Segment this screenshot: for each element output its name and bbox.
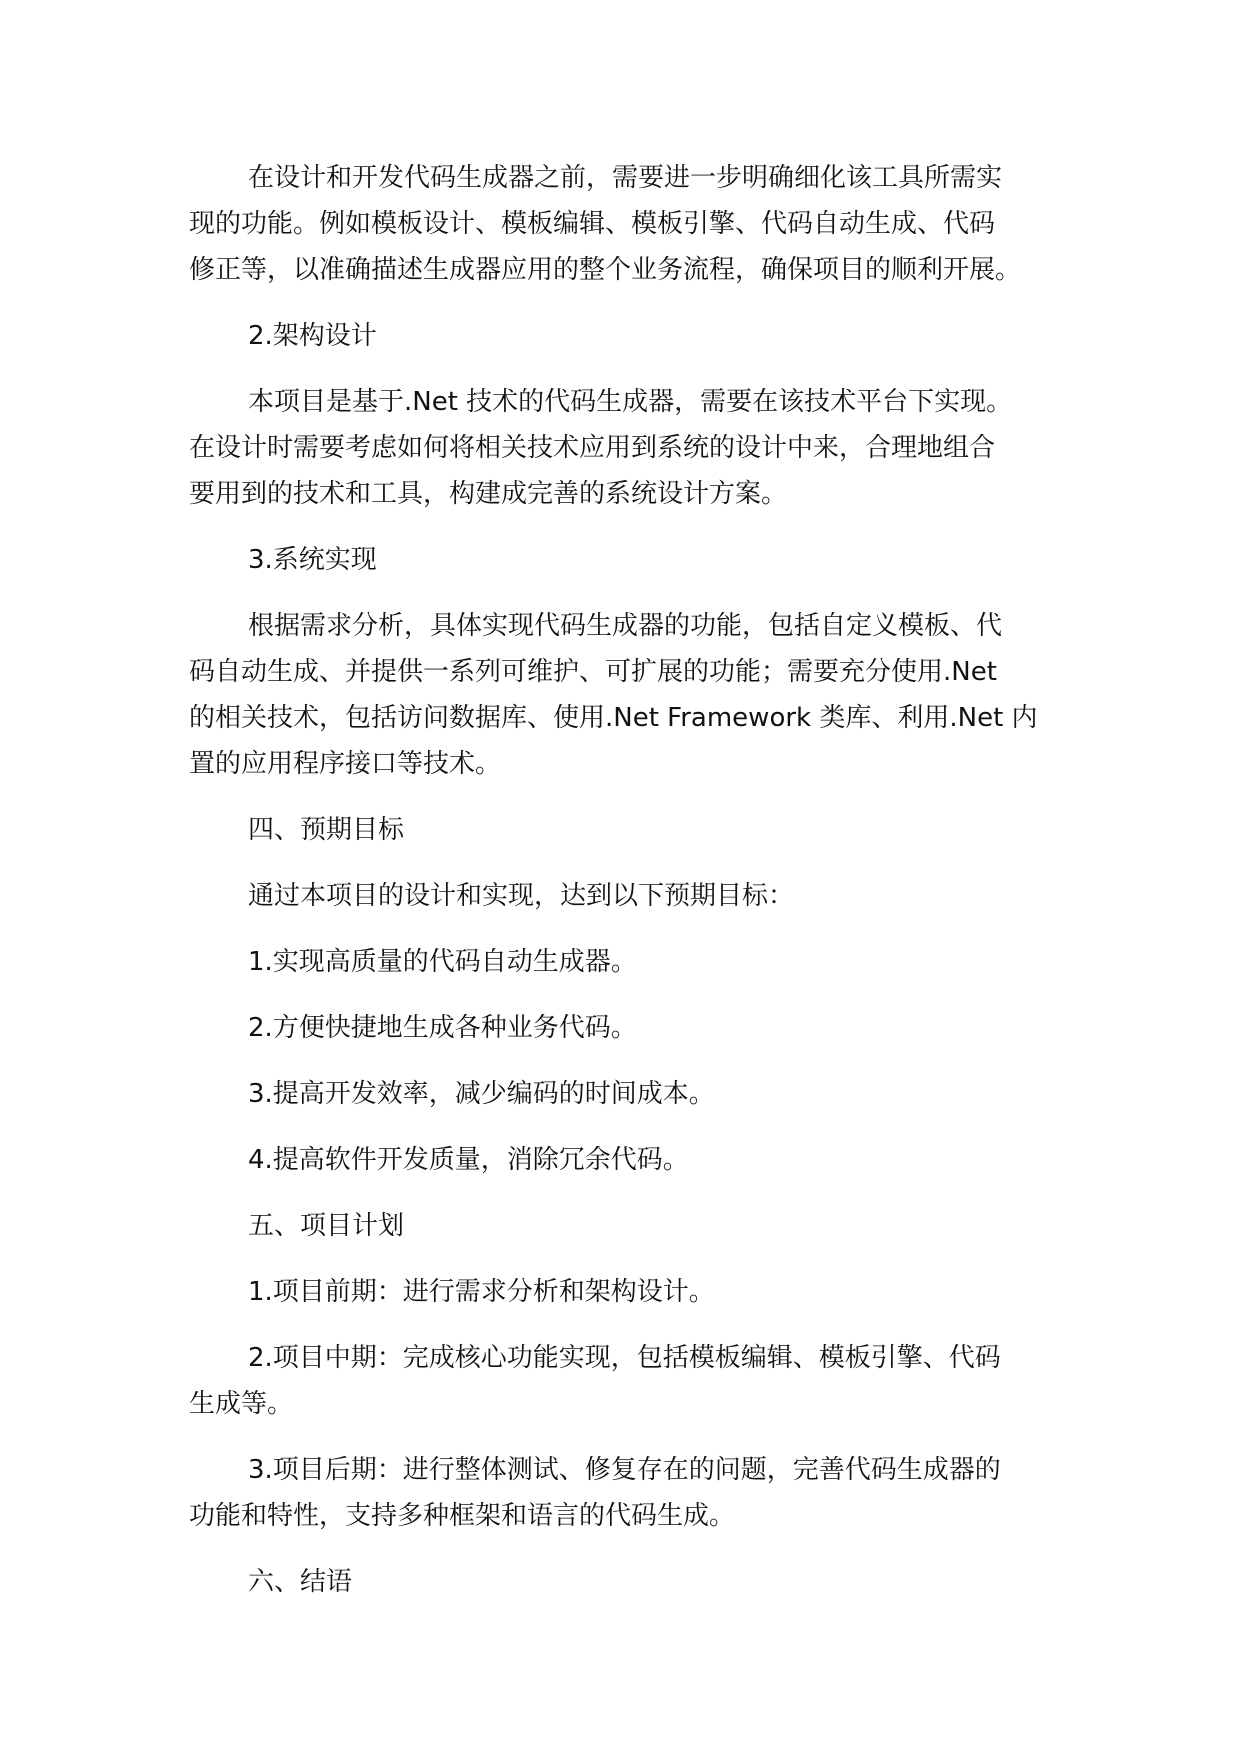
text-line: 要用到的技术和工具，构建成完善的系统设计方案。 bbox=[189, 479, 788, 509]
text-line: 的相关技术，包括访问数据库、使用.Net Framework 类库、利用.Net 内 bbox=[189, 703, 1038, 733]
text-line: 本项目是基于.Net 技术的代码生成器，需要在该技术平台下实现。 bbox=[248, 387, 1013, 417]
heading-implementation bbox=[189, 537, 1079, 583]
heading-conclusion bbox=[189, 1559, 1079, 1605]
plan-item-3 bbox=[189, 1447, 1079, 1539]
text-line: 码自动生成、并提供一系列可维护、可扩展的功能；需要充分使用.Net bbox=[189, 657, 997, 687]
text-line: 功能和特性，支持多种框架和语言的代码生成。 bbox=[189, 1501, 736, 1531]
text-line: 3.提高开发效率，减少编码的时间成本。 bbox=[248, 1079, 715, 1109]
text-line: 2.项目中期：完成核心功能实现，包括模板编辑、模板引擎、代码 bbox=[248, 1343, 1001, 1373]
document-body bbox=[189, 155, 1079, 1605]
plan-item-1 bbox=[189, 1269, 1079, 1315]
goal-item-2 bbox=[189, 1005, 1079, 1051]
text-line: 在设计时需要考虑如何将相关技术应用到系统的设计中来，合理地组合 bbox=[189, 433, 996, 463]
text-line: 置的应用程序接口等技术。 bbox=[189, 749, 502, 779]
text-line: 修正等，以准确描述生成器应用的整个业务流程，确保项目的顺利开展。 bbox=[189, 255, 1022, 285]
text-line: 4.提高软件开发质量，消除冗余代码。 bbox=[248, 1145, 689, 1175]
text-line: 1.项目前期：进行需求分析和架构设计。 bbox=[248, 1277, 715, 1307]
heading-architecture bbox=[189, 313, 1079, 359]
heading-goals bbox=[189, 807, 1079, 853]
goal-item-4 bbox=[189, 1137, 1079, 1183]
text-line: 3.项目后期：进行整体测试、修复存在的问题，完善代码生成器的 bbox=[248, 1455, 1001, 1485]
text-line: 生成等。 bbox=[189, 1389, 294, 1419]
paragraph-architecture bbox=[189, 379, 1079, 517]
text-line: 2.方便快捷地生成各种业务代码。 bbox=[248, 1013, 637, 1043]
heading-plan bbox=[189, 1203, 1079, 1249]
goal-item-3 bbox=[189, 1071, 1079, 1117]
text-line: 六、结语 bbox=[248, 1567, 353, 1597]
text-line: 四、预期目标 bbox=[248, 815, 405, 845]
text-line: 1.实现高质量的代码自动生成器。 bbox=[248, 947, 637, 977]
paragraph-implementation bbox=[189, 603, 1079, 787]
goal-item-1 bbox=[189, 939, 1079, 985]
text-line: 在设计和开发代码生成器之前，需要进一步明确细化该工具所需实 bbox=[248, 163, 1003, 193]
text-line: 五、项目计划 bbox=[248, 1211, 405, 1241]
text-line: 通过本项目的设计和实现，达到以下预期目标： bbox=[248, 881, 795, 911]
text-line: 现的功能。例如模板设计、模板编辑、模板引擎、代码自动生成、代码 bbox=[189, 209, 996, 239]
plan-item-2 bbox=[189, 1335, 1079, 1427]
paragraph-goals-intro bbox=[189, 873, 1079, 919]
text-line: 根据需求分析，具体实现代码生成器的功能，包括自定义模板、代 bbox=[248, 611, 1003, 641]
text-line: 2.架构设计 bbox=[248, 321, 377, 351]
paragraph-requirements bbox=[189, 155, 1079, 293]
text-line: 3.系统实现 bbox=[248, 545, 377, 575]
